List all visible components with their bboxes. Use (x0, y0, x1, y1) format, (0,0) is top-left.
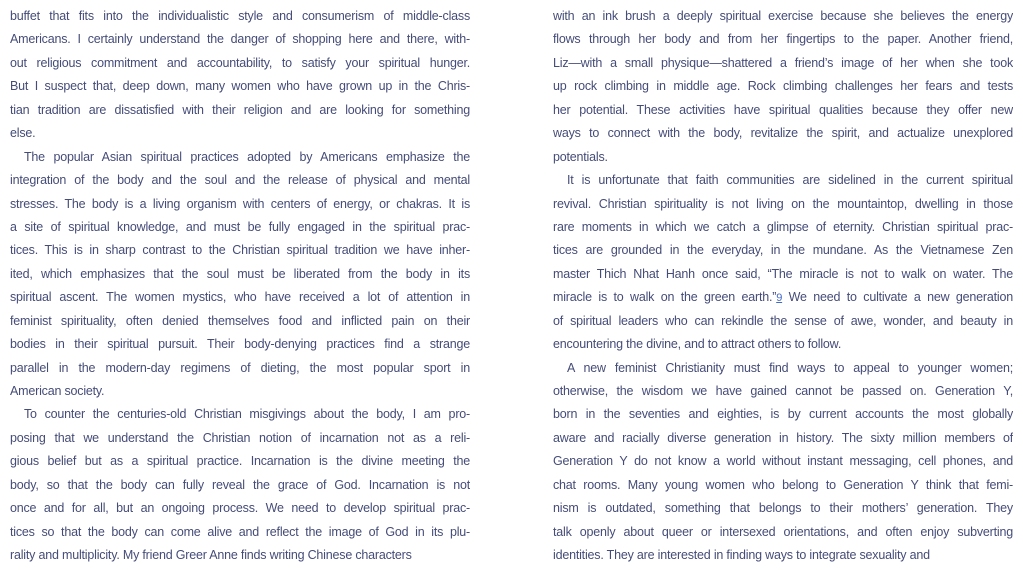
text-line: of spiritual leaders who can rekindle the sense of awe, wonder, and beauty in (553, 313, 1013, 328)
text-line: encountering the divine, and to attract others to follow. (553, 337, 842, 352)
text-line: a site of spiritual knowledge, and must be fully engaged in the spiritual prac- (10, 219, 470, 234)
text-line: body, so that the body can fully reveal the grace of God. Incarnation is not (10, 477, 470, 492)
text-line: To counter the centuries-old Christian misgivings about the body, I am pro- (24, 407, 470, 422)
text-column-right (553, 5, 1013, 570)
text-line: posing that we understand the Christian notion of incarnation not as a reli- (10, 430, 470, 445)
text-line: tices so that the body can come alive and reflect the image of God in its plu- (10, 524, 470, 539)
text-line: identities. They are interested in finding ways to integrate sexuality and (553, 548, 930, 563)
text-line: flows through her body and from her fingertips to the paper. Another friend, (553, 32, 1013, 47)
text-line: potentials. (553, 149, 608, 164)
text-line: talk openly about queer or intersexed orientations, and often enjoy subverting (553, 524, 1013, 539)
paragraph (10, 5, 470, 146)
text-line: Liz—with a small physique—shattered a friend’s image of her when she took (553, 55, 1013, 70)
text-line: with an ink brush a deeply spiritual exercise because she believes the energy (553, 9, 1013, 23)
text-line: Americans. I certainly understand the danger of shopping here and there, with- (10, 32, 470, 47)
text-line: else. (10, 126, 36, 141)
text-line: spiritual ascent. The women mystics, who have received a lot of attention in (10, 290, 470, 305)
text-line: out religious commitment and accountability, to satisfy your spiritual hunger. (10, 55, 470, 70)
text-line: American society. (10, 384, 105, 398)
text-line: But I suspect that, deep down, many women who have grown up in the Chris- (10, 79, 470, 94)
text-line: up rock climbing in middle age. Rock climbing challenges her fears and tests (553, 79, 1013, 94)
text-line: aware and racially diverse generation in history. The sixty million members of (553, 430, 1013, 445)
text-line (553, 286, 1013, 309)
text-line: nism is outdated, something that belongs to their mothers’ generation. They (553, 501, 1013, 516)
text-line: rare moments in which we catch a glimpse of eternity. Christian spiritual prac- (553, 219, 1013, 234)
text-line: ited, which emphasizes that the soul must be liberated from the body in its (10, 266, 470, 281)
text-line: once and for all, but an ongoing process. We need to develop spiritual prac- (10, 501, 470, 516)
text-line: her potential. These activities have spiritual qualities because they offer new (553, 102, 1013, 117)
text-line: tian tradition are dissatisfied with their religion and are looking for something (10, 102, 470, 117)
text-line: It is unfortunate that faith communities are sidelined in the current spiritual (567, 173, 1013, 188)
text-line: buffet that fits into the individualistic style and consumerism of middle-class (10, 9, 470, 23)
text-line: feminist spirituality, often denied themselves food and inflicted pain on their (10, 313, 470, 328)
paragraph (10, 403, 470, 567)
text-line: A new feminist Christianity must find ways to appeal to younger women; (567, 360, 1013, 375)
text-column-left (10, 5, 470, 570)
text-line: stresses. The body is a living organism with centers of energy, or chakras. It is (10, 196, 470, 211)
footnote-9-link[interactable]: 9 (776, 292, 783, 305)
paragraph (553, 5, 1013, 169)
text-line: revival. Christian spirituality is not living on the mountaintop, dwelling in those (553, 196, 1013, 211)
paragraph (553, 357, 1013, 568)
text-segment: miracle is to walk on the green earth.” (553, 290, 777, 305)
text-line: rality and multiplicity. My friend Greer Anne finds writing Chinese characters (10, 548, 412, 563)
text-line: bodies in their spiritual pursuit. Their body-denying practices find a strange (10, 337, 470, 352)
text-line: chat rooms. Many young women who belong to Generation Y think that femi- (553, 477, 1013, 492)
text-line: tices. This is in sharp contrast to the Christian spiritual tradition we have inher- (10, 243, 470, 258)
text-line: parallel in the modern-day regimens of dieting, the most popular sport in (10, 360, 470, 375)
text-line: integration of the body and the soul and the release of physical and mental (10, 173, 470, 188)
text-line: ways to connect with the body, revitalize the spirit, and actualize unexplored (553, 126, 1013, 141)
text-segment: We need to cultivate a new generation (782, 290, 1013, 305)
text-line: otherwise, the wisdom we have gained cannot be passed on. Generation Y, (553, 384, 1013, 398)
paragraph (10, 146, 470, 404)
paragraph (553, 169, 1013, 357)
text-line: gious belief but as a spiritual practice. Incarnation is the divine meeting the (10, 454, 470, 469)
text-line: tices are grounded in the everyday, in the mundane. As the Vietnamese Zen (553, 243, 1013, 258)
text-line: born in the seventies and eighties, is by current accounts the most globally (553, 407, 1013, 422)
text-line: master Thich Nhat Hanh once said, “The miracle is not to walk on water. The (553, 266, 1013, 281)
text-line: Generation Y do not know a world without instant messaging, cell phones, and (553, 454, 1013, 469)
text-line: The popular Asian spiritual practices adopted by Americans emphasize the (24, 149, 470, 164)
